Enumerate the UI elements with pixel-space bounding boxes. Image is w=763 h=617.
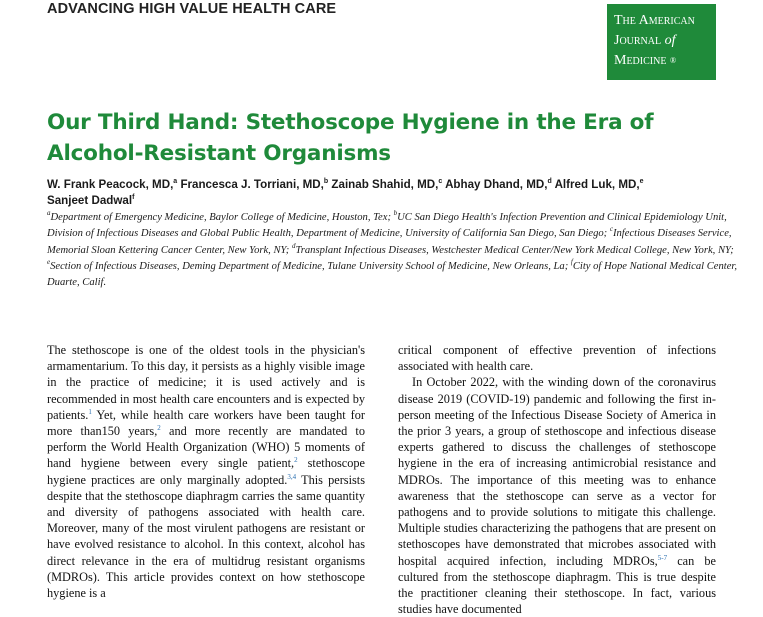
author: W. Frank Peacock, MD,$^a$ [47,178,178,191]
body-paragraph: critical component of effective prevention of infections associated with health care. [398,343,716,374]
reference-link[interactable]: 3,4 [287,472,297,481]
author: Francesca J. Torriani, MD,$^b$ [180,178,329,191]
author-list [47,177,747,209]
journal-logo-line1: The American [614,13,695,28]
article-title: Our Third Hand: Stethoscope Hygiene in the Era of Alcohol-Resistant Organisms [47,110,654,166]
section-label: ADVANCING HIGH VALUE HEALTH CARE [47,1,337,17]
reference-link[interactable]: 2 [294,456,298,465]
reference-link[interactable]: 5-7 [657,553,668,562]
reference-link[interactable]: 2 [157,424,161,433]
journal-logo [607,4,716,80]
body-column-right [398,342,716,617]
journal-logo-line3: Medicine ® [614,53,677,68]
journal-logo-line2: Journal of [614,33,676,48]
body-paragraph: In October 2022, with the winding down of the coronavirus disease 2019 (COVID-19) pandemic and following the first in-person meeting of the Infectious Disease Society of America in the prior 3 years, a group of stethoscope and infectious disease experts gathered to discuss the challenges of stethoscope hygiene in the era of increasing antimicrobial resistance and MDROs. The importance of this meeting was to enhance awareness that the stethoscope can serve as a vector for pathogens and to provide solutions to mitigate this challenge. Multiple studies characterizing the pathogens that are present on stethoscopes have demonstrated that microbes associated with hospital acquired infection, including MDROs,$^{5-7}$ can be cultured from the stethoscope diaphragm. This is true despite the practitioner cleaning their stethoscope. In fact, various studies have documented [398,375,716,617]
author: Alfred Luk, MD,$^e$ [554,178,644,191]
author: Zainab Shahid, MD,$^c$ [331,178,443,191]
body-column-left [47,342,365,601]
author: Abhay Dhand, MD,$^d$ [445,178,552,191]
body-paragraph: The stethoscope is one of the oldest tools in the physician's armamentarium. To this day, it persists as a highly visible image in the practice of medicine; it is used actively and is recommended in most health care encounters and is expected by patients.$^1$ Yet, while health care workers have been taught for more than150 years,$^2$ and more recently are mandated to perform the World Health Organization (WHO) 5 moments of hand hygiene between every single patient,$^2$ stethoscope hygiene practices are only marginally adopted.$^{3,4}$ This persists despite that the stethoscope diaphragm carries the same quantity and diversity of pathogens associated with health care. Moreover, many of the most virulent pathogens are resistant or have evolved resistance to alcohol. In this context, alcohol has direct relevance in the era of multidrug resistant organisms (MDROs). This article provides context on how stethoscope hygiene is a [47,343,365,601]
author: Sanjeet Dadwal$^f$ [47,194,135,207]
affiliations: $^a$Department of Emergency Medicine, Baylor College of Medicine, Houston, Tex; $^b$UC San Diego Health's Infection Prevention and Clinical Epidemiology Unit, Division of Infectious Diseases and Global Public Health, Department of Medicine, University of California San Diego, San Diego; $^c$Infectious Diseases Service, Memorial Sloan Kettering Cancer Center, New York, NY; $^d$Transplant Infectious Diseases, Westchester Medical Center/New York Medical College, New York, NY; $^e$Section of Infectious Diseases, Deming Department of Medicine, Tulane University School of Medicine, New Orleans, La; $^f$City of Hope National Medical Center, Duarte, Calif. [47,209,738,289]
reference-link[interactable]: 1 [88,407,92,416]
